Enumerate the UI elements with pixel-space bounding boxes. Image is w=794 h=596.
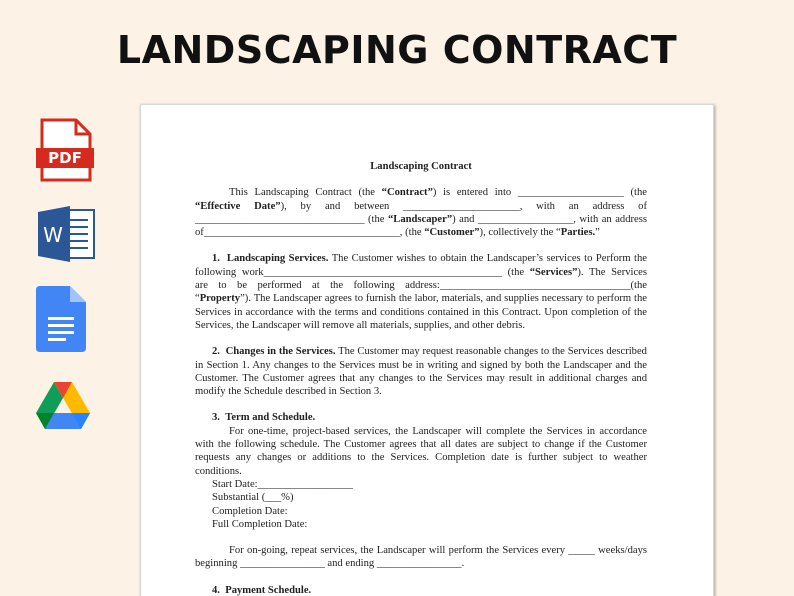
word-letter: W xyxy=(43,223,63,247)
pdf-file-icon xyxy=(36,118,94,182)
pdf-label: PDF xyxy=(48,149,82,167)
section-1: 1. Landscaping Services. The Customer wishes to obtain the Landscaper’s services to Perform the following work_____________________________________________ (the “Services”). The Services are to be performed at the following address:____________________________________(the “Property”). The Landscaper agrees to furnish the labor, materials, and supplies necessary to perform the Services in accordance with the terms and conditions contained in this Contract. Upon completion of the Services, the Landscaper will remove all materials, supplies, and other debris. xyxy=(195,253,648,331)
field-completion-date: Completion Date: xyxy=(212,505,288,517)
section-4-heading: 4. Payment Schedule. xyxy=(212,584,312,596)
google-drive-icon xyxy=(36,380,90,430)
document-body xyxy=(195,160,647,596)
document-title: Landscaping Contract xyxy=(370,161,472,172)
section-3-body: For one-time, project-based services, the Landscaper will complete the Services in accordance with the following schedule. The Customer agrees that all dates are subject to change if the Customer requests any changes or additions to the Services. Completion date is further subject to weather conditions. xyxy=(195,425,647,477)
word-doc-icon xyxy=(36,204,96,264)
google-docs-icon xyxy=(36,286,86,352)
section-3-heading: 3. Term and Schedule. xyxy=(212,412,316,424)
field-full-completion-date: Full Completion Date: xyxy=(212,518,308,530)
section-3-ongoing: For on-going, repeat services, the Landscaper will perform the Services every _____ weeks/days beginning ________________ and ending ________________. xyxy=(195,545,647,570)
banner-title: LANDSCAPING CONTRACT xyxy=(116,28,678,72)
section-2: 2. Changes in the Services. The Customer may request reasonable changes to the Services described in Section 1. Any changes to the Services must be in writing and signed by both the Landscaper and the Customer. The Customer agrees that any changes to the Services may result in additional charges and modify the Schedule described in Section 3. xyxy=(195,346,647,398)
intro-paragraph: This Landscaping Contract (the “Contract”) is entered into ____________________ (the “Effective Date”), by and between ______________________, with an address of ________________________________ (the “Landscaper”) and __________________, with an address of_____________________________________, (the “Customer”), collectively the “Parties.” xyxy=(195,187,647,239)
document-page xyxy=(140,104,714,596)
field-start-date: Start Date:__________________ xyxy=(212,478,353,490)
field-substantial: Substantial (___%) xyxy=(212,492,294,504)
